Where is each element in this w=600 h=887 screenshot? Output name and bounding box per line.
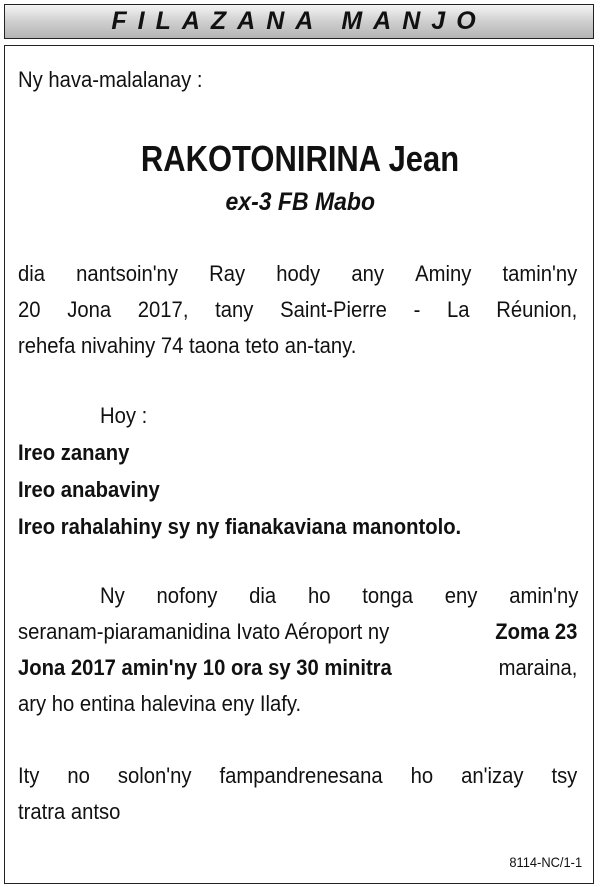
closing-line-1: Ity no solon'ny fampandrenesana ho an'izay tsy xyxy=(18,763,578,788)
funeral-line-4: ary ho entina halevina eny Ilafy. xyxy=(18,691,302,716)
announcement-line-1: dia nantsoin'ny Ray hody any Aminy tamin'ny xyxy=(18,261,578,286)
announcement-line-2: 20 Jona 2017, tany Saint-Pierre - La Réunion, xyxy=(18,297,578,322)
reference-code: 8114-NC/1-1 xyxy=(509,854,582,870)
header-title: FILAZANA MANJO xyxy=(111,7,487,35)
closing-line-2: tratra antso xyxy=(18,799,121,824)
funeral-line-1: Ny nofony dia ho tonga eny amin'ny xyxy=(100,583,579,608)
mourner-line-1: Ireo zanany xyxy=(18,440,130,465)
funeral-line-3: Jona 2017 amin'ny 10 ora sy 30 minitra maraina, xyxy=(18,652,578,684)
deceased-title: ex-3 FB Mabo xyxy=(225,188,375,216)
mourner-line-2: Ireo anabaviny xyxy=(18,477,160,502)
mourner-line-3: Ireo rahalahiny sy ny fianakaviana manontolo. xyxy=(18,514,462,539)
mourners-label: Hoy : xyxy=(100,403,148,428)
funeral-date-part-2: Jona 2017 amin'ny 10 ora sy 30 minitra xyxy=(18,655,392,680)
deceased-name: RAKOTONIRINA Jean xyxy=(140,138,460,179)
notice-header xyxy=(4,4,594,39)
funeral-line-2: seranam-piaramanidina Ivato Aéroport ny Zoma 23 xyxy=(18,616,578,648)
announcement-line-3: rehefa nivahiny 74 taona teto an-tany. xyxy=(18,333,357,358)
intro-text: Ny hava-malalanay : xyxy=(18,67,203,92)
funeral-date-part-1: Zoma 23 xyxy=(495,619,578,644)
